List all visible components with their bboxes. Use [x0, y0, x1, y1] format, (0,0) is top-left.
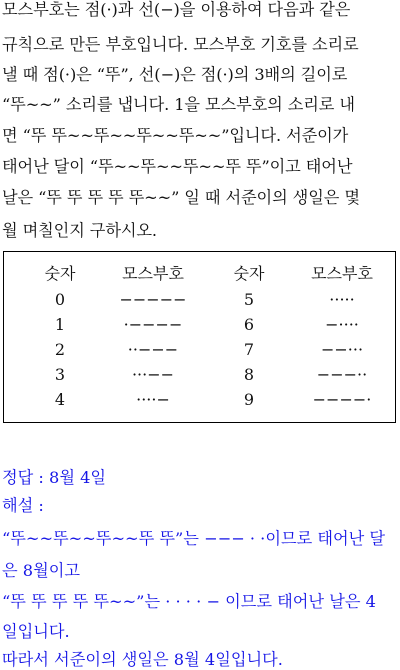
table-cell-number: 7 — [243, 340, 255, 359]
table-cell-number: 0 — [54, 290, 66, 309]
table-cell-number: 5 — [243, 290, 255, 309]
table-cell-morse: −−−−· — [312, 390, 372, 409]
problem-line: 모스부호는 점(·)과 선(−)을 이용하여 다음과 같은 — [2, 0, 351, 19]
table-cell-morse: ·−−−− — [123, 315, 183, 334]
problem-line: 규칙으로 만든 부호입니다. 모스부호 기호를 소리로 — [2, 35, 359, 54]
solution-line: “뚜~~뚜~~뚜~~뚜 뚜”는 −−− · ·이므로 태어난 달 — [2, 529, 386, 548]
table-cell-morse: −···· — [325, 315, 359, 334]
table-cell-morse: ····· — [329, 290, 355, 309]
table-cell-number: 9 — [243, 390, 255, 409]
problem-line: 면 “뚜 뚜~~뚜~~뚜~~뚜~~”입니다. 서준이가 — [2, 126, 349, 145]
problem-line: “뚜~~” 소리를 냅니다. 1을 모스부호의 소리로 내 — [2, 95, 355, 114]
table-cell-number: 1 — [54, 315, 66, 334]
table-cell-number: 2 — [54, 340, 66, 359]
table-cell-morse: ··−−− — [127, 340, 179, 359]
solution-line: 은 8월이고 — [2, 561, 80, 580]
solution-line: “뚜 뚜 뚜 뚜 뚜~~”는 · · · · − 이므로 태어난 날은 4 — [2, 592, 376, 611]
table-cell-number: 4 — [54, 390, 66, 409]
table-cell-morse: ···−− — [131, 365, 175, 384]
morse-code-table — [3, 251, 396, 423]
table-cell-morse: −−··· — [320, 340, 364, 359]
problem-line: 태어난 달이 “뚜~~뚜~~뚜~~뚜 뚜”이고 태어난 — [2, 157, 353, 176]
table-cell-number: 3 — [54, 365, 66, 384]
solution-line: 따라서 서준이의 생일은 8월 4일입니다. — [2, 650, 283, 669]
table-header-morse: 모스부호 — [122, 264, 184, 283]
problem-line: 낼 때 점(·)은 “뚜”, 선(−)은 점(·)의 3배의 길이로 — [2, 65, 348, 84]
answer-line: 정답 : 8월 4일 — [2, 468, 107, 487]
solution-line: 일입니다. — [2, 622, 70, 641]
solution-heading: 해설 : — [2, 496, 44, 515]
table-cell-number: 8 — [243, 365, 255, 384]
table-cell-morse: −−−−− — [119, 290, 187, 309]
table-header-number: 숫자 — [233, 264, 265, 283]
table-cell-morse: −−−·· — [316, 365, 368, 384]
table-header-number: 숫자 — [44, 264, 76, 283]
problem-line: 날은 “뚜 뚜 뚜 뚜 뚜~~” 일 때 서준이의 생일은 몇 — [2, 188, 360, 207]
table-cell-number: 6 — [243, 315, 255, 334]
table-header-morse: 모스부호 — [311, 264, 373, 283]
table-cell-morse: ····− — [136, 390, 170, 409]
problem-line: 월 며칠인지 구하시오. — [2, 221, 157, 240]
